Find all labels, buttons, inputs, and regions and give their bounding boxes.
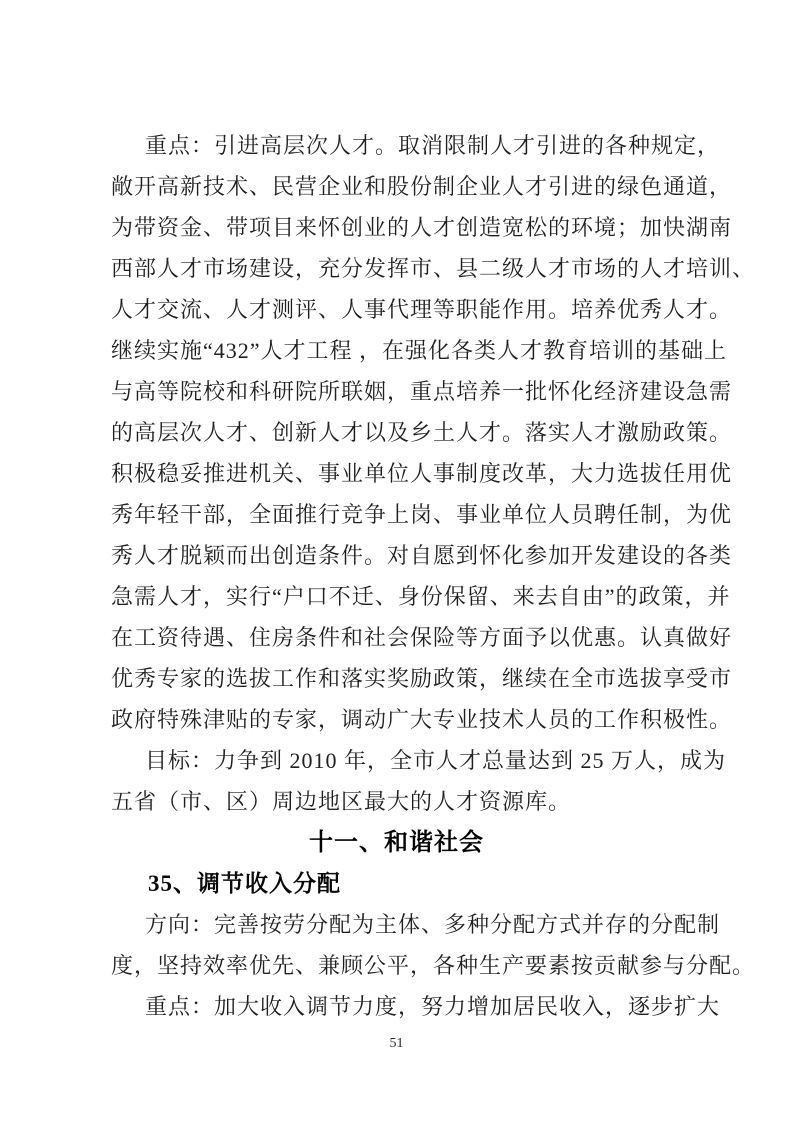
- text-line: 秀年轻干部，全面推行竞争上岗、事业单位人员聘任制，为优: [111, 502, 733, 527]
- page-number: 51: [389, 1036, 404, 1051]
- text-line: 方向：完善按劳分配为主体、多种分配方式并存的分配制: [145, 912, 721, 937]
- page-content: [111, 125, 759, 1027]
- text-line: 为带资金、带项目来怀创业的人才创造宽松的环境；加快湖南: [111, 215, 733, 240]
- subsection-heading: 35、调节收入分配: [148, 871, 341, 896]
- text-line: 敞开高新技术、民营企业和股份制企业人才引进的绿色通道，: [111, 174, 733, 199]
- paragraph-block-talent: [111, 125, 759, 822]
- text-line: 政府特殊津贴的专家，调动广大专业技术人员的工作积极性。: [111, 707, 733, 732]
- text-line: 优秀专家的选拔工作和落实奖励政策，继续在全市选拔享受市: [111, 666, 733, 691]
- text-line: 重点：引进高层次人才。取消限制人才引进的各种规定，: [145, 133, 721, 158]
- text-line: 人才交流、人才测评、人事代理等职能作用。培养优秀人才。: [111, 297, 733, 322]
- text-line: 的高层次人才、创新人才以及乡土人才。落实人才激励政策。: [111, 420, 733, 445]
- paragraph-block-income: [111, 904, 759, 1027]
- text-line: 在工资待遇、住房条件和社会保险等方面予以优惠。认真做好: [111, 625, 733, 650]
- text-line: 与高等院校和科研院所联姻，重点培养一批怀化经济建设急需: [111, 379, 733, 404]
- text-line: 五省（市、区）周边地区最大的人才资源库。: [111, 789, 572, 814]
- text-line: 重点：加大收入调节力度，努力增加居民收入，逐步扩大: [145, 994, 721, 1019]
- text-line: 积极稳妥推进机关、事业单位人事制度改革，大力选拔任用优: [111, 461, 733, 486]
- text-line: 急需人才，实行“户口不迁、身份保留、来去自由”的政策，并: [111, 584, 731, 609]
- section-heading: 十一、和谐社会: [309, 828, 484, 856]
- text-line: 继续实施“432”人才工程 ，在强化各类人才教育培训的基础上: [111, 338, 728, 363]
- text-line: 目标：力争到 2010 年，全市人才总量达到 25 万人，成为: [145, 748, 727, 773]
- text-line: 西部人才市场建设，充分发挥市、县二级人才市场的人才培训、: [111, 256, 756, 281]
- text-line: 秀人才脱颖而出创造条件。对自愿到怀化参加开发建设的各类: [111, 543, 733, 568]
- text-line: 度，坚持效率优先、兼顾公平，各种生产要素按贡献参与分配。: [111, 953, 756, 978]
